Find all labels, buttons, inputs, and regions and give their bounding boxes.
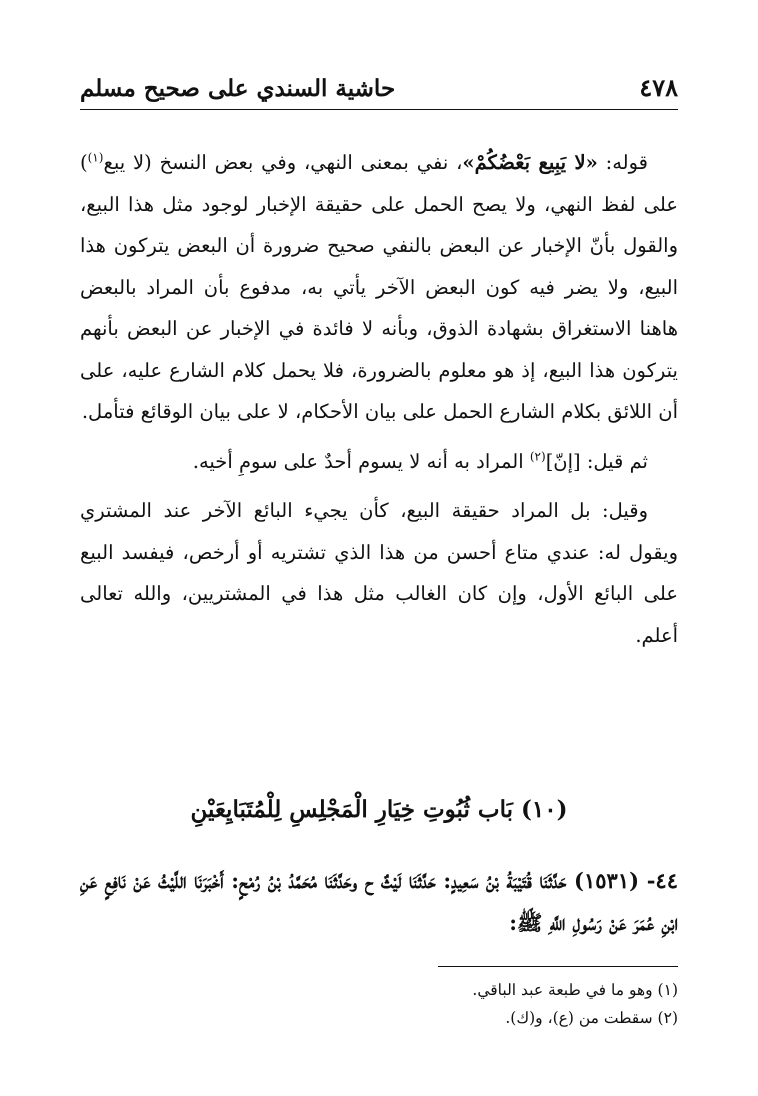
commentary-paragraph-3: وقيل: بل المراد حقيقة البيع، كأن يجيء البائع الآخر عند المشتري ويقول له: عندي متاع أحسن من هذا الذي تشتريه أو أرخص، فيفسد البيع على البائع الأول، وإن كان الغالب مثل هذا في المشتريين، والله تعالى أعلم.	[80, 499, 678, 647]
document-page	[80, 0, 678, 1096]
p2-rest: المراد به أنه لا يسوم أحدٌ على سومِ أخيه.	[192, 449, 530, 473]
footnote-2: (٢) سقطت من (ع)، و(ك).	[505, 1009, 678, 1027]
quoted-hadith-phrase: «لا يَبِيع بَعْضُكُمْ»	[462, 151, 598, 174]
footnote-ref-1: (١)	[87, 150, 104, 165]
footnote-1: (١) وهو ما في طبعة عبد الباقي.	[472, 981, 678, 999]
footnote-divider	[438, 966, 678, 967]
p1-rest: ) على لفظ النهي، ولا يصح الحمل على حقيقة الإخبار لوجود مثل هذا البيع، والقول بأنّ الإخبار عن البعض بالنفي صحيح ضرورة أن البعض يتركون هذا البيع، ولا يضر فيه كون البعض الآخر يأتي به، مدفوع بأن المراد بالبعض هاهنا الاستغراق بشهادة الذوق، وبأنه لا فائدة في الإخبار عن البعض بأنهم يتركون هذا البيع، إذ هو معلوم بالضرورة، فلا يحمل كلام الشارع عليه، على أن اللائق بكلام الشارع الحمل على بيان الأحكام، لا على بيان الوقائع فتأمل.	[80, 151, 678, 423]
chapter-heading: (١٠) بَاب ثُبُوتِ خِيَارِ الْمَجْلِسِ لِلْمُتَبَايِعَيْنِ	[190, 796, 568, 823]
hadith-text	[80, 860, 678, 944]
page-number: ٤٧٨	[639, 73, 678, 102]
running-title: حاشية السندي على صحيح مسلم	[80, 75, 396, 102]
p1-part2: ، نفي بمعنى النهي، وفي بعض النسخ (لا يبع	[103, 151, 463, 174]
hadith-chain: حَدَّثَنَا قُتَيْبَةُ بْنُ سَعِيدٍ: حَدَّثَنَا لَيْثٌ ح وحَدَّثَنَا مُحَمَّدُ بْنُ رُمْحٍ: أَخْبَرَنَا اللَّيْثُ عَنْ نَافِعٍ عَنِ ابْنِ عُمَرَ عَنْ رَسُولِ اللَّهِ ﷺ:	[80, 868, 678, 935]
commentary-paragraph-1	[80, 142, 678, 433]
footnote-ref-2: (٢)	[529, 449, 546, 463]
p2-start: ثم قيل: [إنّ]	[545, 449, 648, 473]
header-divider	[80, 109, 678, 110]
page-header	[80, 60, 678, 100]
commentary-paragraph-2	[80, 441, 678, 483]
hadith-number: ٤٤- (١٥٣١)	[574, 868, 678, 893]
footnotes	[80, 976, 678, 1032]
hadith-paragraph	[80, 860, 678, 944]
commentary-text	[80, 142, 678, 656]
p1-start: قوله:	[597, 151, 648, 174]
